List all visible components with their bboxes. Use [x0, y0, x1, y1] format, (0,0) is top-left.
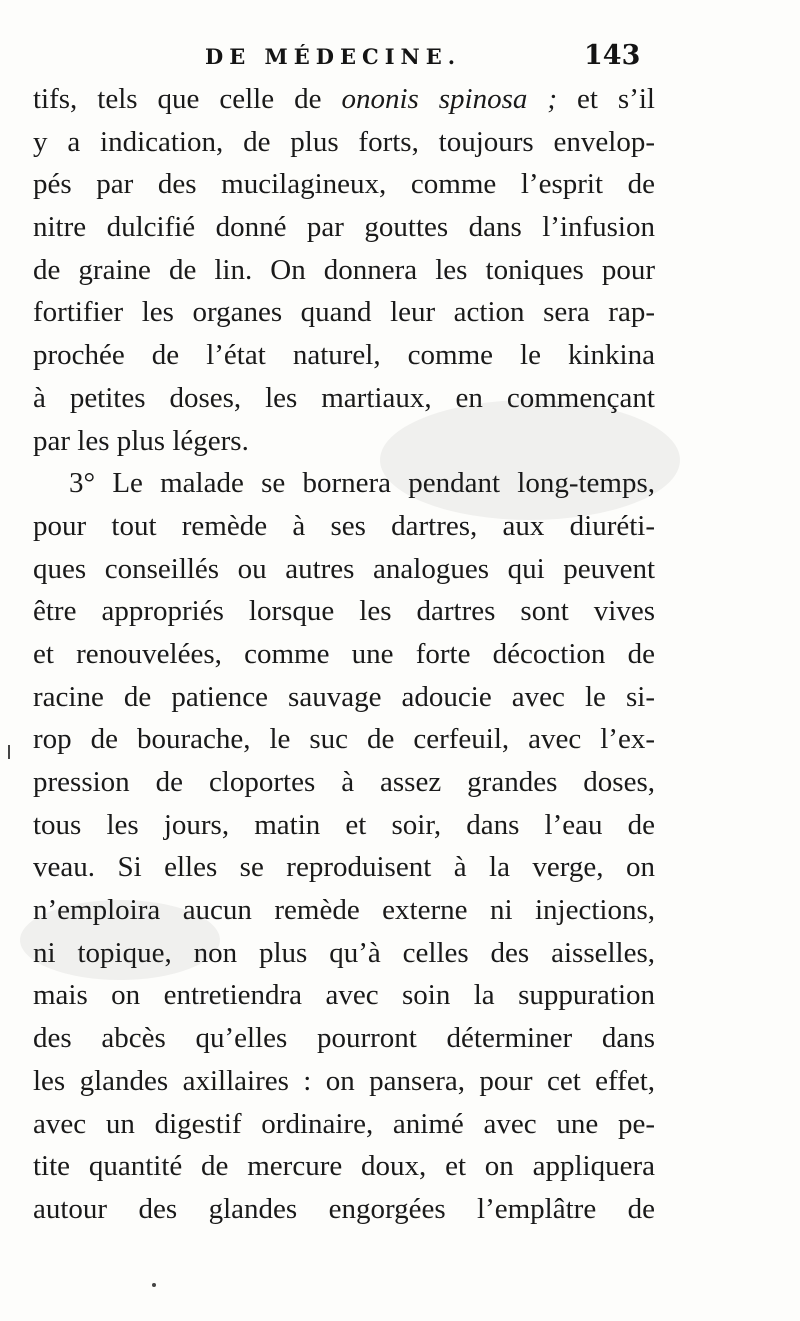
text-line-content: à petites doses, les martiaux, en commençant: [33, 381, 655, 414]
text-line: [33, 1017, 655, 1060]
scan-speck: [152, 1283, 156, 1287]
page-number: 143: [584, 40, 641, 71]
text-line-content: tite quantité de mercure doux, et on appliquera: [33, 1150, 655, 1183]
text-line: [33, 249, 655, 292]
text-line: [33, 78, 655, 121]
running-head: [0, 40, 800, 80]
text-line: [33, 291, 655, 334]
text-line-content: autour des glandes engorgées l’emplâtre de: [33, 1192, 655, 1225]
text-line: [33, 420, 655, 463]
text-line: [33, 718, 655, 761]
text-line-content: pour tout remède à ses dartres, aux diuréti-: [33, 509, 655, 542]
text-line-content: pression de cloportes à assez grandes doses,: [33, 766, 655, 798]
text-line-content: tifs, tels que celle de: [33, 83, 342, 115]
text-line-content: et renouvelées, comme une forte décoction de: [33, 637, 655, 670]
text-line-content: tous les jours, matin et soir, dans l’eau de: [33, 808, 655, 841]
text-line: [33, 676, 655, 719]
text-line-content: y a indication, de plus forts, toujours envelop-: [33, 125, 655, 158]
text-line: [33, 1060, 655, 1103]
text-line: [33, 1103, 655, 1146]
text-line-content: nitre dulcifié donné par gouttes dans l’infusion: [33, 211, 655, 244]
text-line-tail: et s’il: [557, 83, 655, 115]
text-line: [33, 633, 655, 676]
text-line-content: 3° Le malade se bornera pendant long-temps,: [69, 467, 655, 500]
text-line-content: par les plus légers.: [33, 424, 249, 457]
text-line-content: mais on entretiendra avec soin la suppuration: [33, 979, 655, 1012]
text-line: [33, 548, 655, 591]
text-line-content: les glandes axillaires : on pansera, pour cet effet,: [33, 1064, 655, 1097]
text-line-content: de graine de lin. On donnera les toniques pour: [33, 253, 655, 286]
text-line-content: prochée de l’état naturel, comme le kinkina: [33, 339, 655, 372]
text-line: [33, 334, 655, 377]
text-line-content: fortifier les organes quand leur action sera rap-: [33, 296, 655, 329]
text-line: [33, 974, 655, 1017]
text-line-content: ni topique, non plus qu’à celles des aisselles,: [33, 936, 655, 969]
text-line: [33, 505, 655, 548]
text-line-content: avec un digestif ordinaire, animé avec une pe-: [33, 1107, 655, 1140]
text-line: [33, 1145, 655, 1188]
italic-text: ononis spinosa ;: [341, 83, 558, 115]
text-line: [33, 377, 655, 420]
text-line-content: ques conseillés ou autres analogues qui peuvent: [33, 552, 655, 585]
body-text: [33, 78, 655, 1231]
text-line: [33, 206, 655, 249]
text-line: [33, 462, 655, 505]
text-line: [33, 804, 655, 847]
text-line: [33, 889, 655, 932]
text-line: [33, 121, 655, 164]
text-line: [33, 590, 655, 633]
text-line: [33, 932, 655, 975]
text-line-content: veau. Si elles se reproduisent à la verge, on: [33, 851, 655, 884]
text-line: [33, 1188, 655, 1231]
text-line-content: n’emploira aucun remède externe ni injections,: [33, 894, 655, 927]
text-line: [33, 163, 655, 206]
text-line-content: des abcès qu’elles pourront déterminer dans: [33, 1022, 655, 1055]
scan-speck: [8, 745, 10, 759]
text-line: [33, 761, 655, 804]
text-line: [33, 846, 655, 889]
text-line-content: racine de patience sauvage adoucie avec le si-: [33, 680, 655, 713]
text-line-content: pés par des mucilagineux, comme l’esprit de: [33, 168, 655, 201]
running-head-title: DE MÉDECINE.: [205, 44, 462, 69]
text-line-content: rop de bourache, le suc de cerfeuil, avec l’ex-: [33, 723, 655, 756]
text-line-content: être appropriés lorsque les dartres sont vives: [33, 595, 655, 628]
